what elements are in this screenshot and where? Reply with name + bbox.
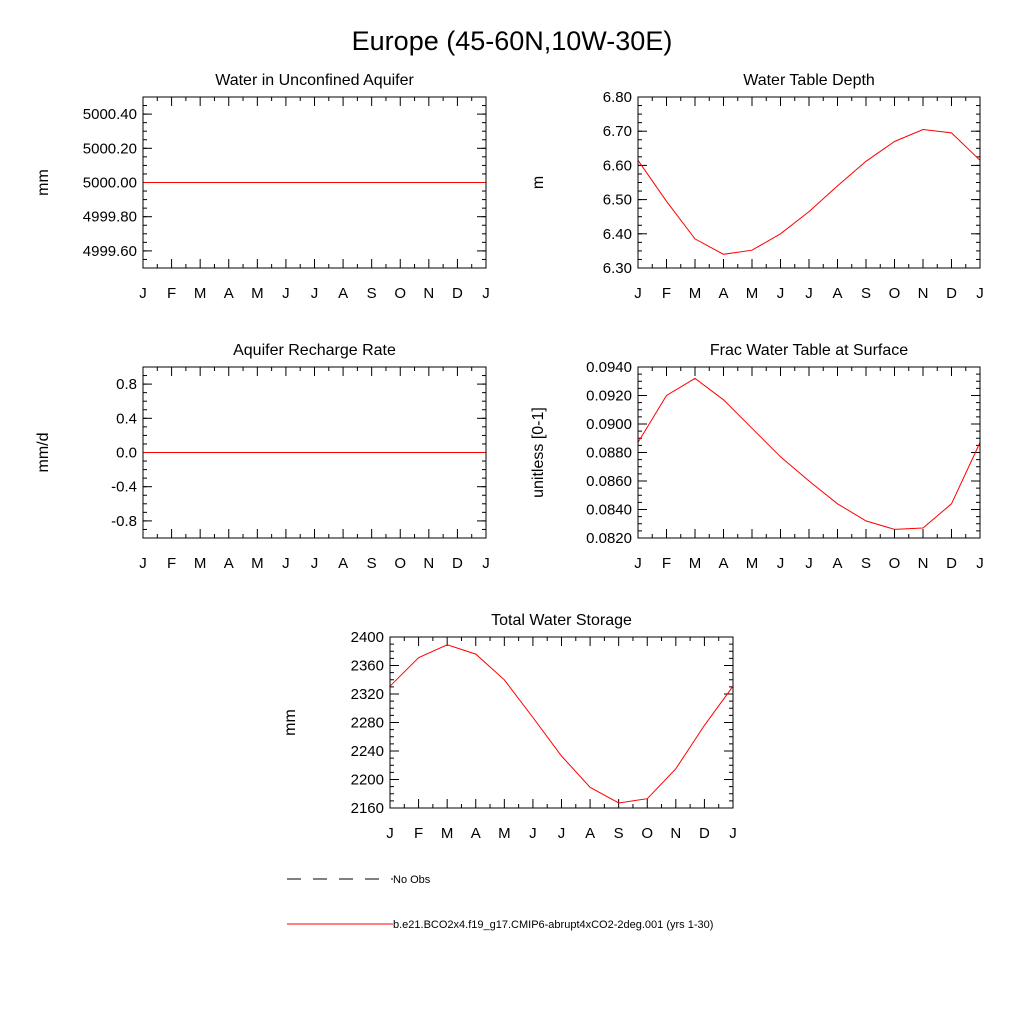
x-tick-label: A [223, 285, 234, 302]
x-tick-label: N [423, 285, 435, 302]
x-tick-label: D [451, 285, 463, 302]
panel-title: Water in Unconfined Aquifer [215, 72, 414, 89]
x-tick-label: S [613, 825, 624, 842]
y-tick-label: 6.60 [602, 157, 632, 175]
y-tick-label: 2400 [350, 629, 384, 646]
x-tick-label: J [729, 825, 737, 842]
x-tick-label: F [661, 285, 672, 302]
x-tick-label: O [394, 285, 407, 302]
y-axis-label: mm/d [35, 432, 52, 473]
panel-4 [530, 342, 984, 572]
y-axis-label: mm [282, 709, 299, 736]
x-tick-label: O [394, 555, 407, 572]
x-tick-label: A [470, 825, 481, 842]
x-tick-label: M [193, 555, 207, 572]
y-axis-label: unitless [0-1] [530, 407, 547, 498]
x-tick-label: D [946, 555, 957, 572]
y-tick-label: 0.0 [116, 444, 137, 462]
x-tick-label: F [166, 555, 177, 572]
x-tick-label: J [776, 555, 785, 572]
y-tick-label: 0.0900 [586, 416, 632, 433]
x-tick-label: S [860, 285, 872, 302]
legend [287, 874, 713, 931]
y-tick-label: 0.0880 [586, 444, 632, 462]
page-title: Europe (45-60N,10W-30E) [351, 26, 673, 56]
y-tick-label: 2320 [350, 686, 384, 703]
y-tick-label: 2240 [350, 743, 384, 760]
series-line [390, 645, 733, 803]
series-line [638, 378, 980, 529]
y-tick-label: -0.8 [111, 512, 137, 530]
x-tick-label: J [282, 555, 290, 572]
x-tick-label: M [745, 555, 759, 572]
plot-frame [638, 97, 980, 268]
x-tick-label: M [193, 285, 207, 302]
plot-frame [638, 367, 980, 538]
x-tick-label: J [557, 825, 566, 842]
x-tick-label: M [688, 555, 702, 572]
x-tick-label: D [698, 825, 710, 842]
x-tick-label: J [634, 285, 642, 302]
y-tick-label: 0.4 [116, 410, 137, 428]
x-tick-label: J [805, 285, 813, 302]
y-tick-label: 0.0840 [586, 501, 632, 519]
y-tick-label: 6.40 [602, 225, 632, 243]
x-tick-label: D [451, 555, 463, 572]
x-tick-label: D [946, 285, 957, 302]
y-tick-label: 0.0820 [586, 530, 632, 547]
x-tick-label: M [498, 825, 511, 842]
x-tick-label: M [745, 285, 759, 302]
x-tick-label: N [917, 555, 929, 572]
x-tick-label: N [423, 555, 435, 572]
x-tick-label: J [139, 555, 147, 572]
panel-1 [35, 72, 490, 302]
y-tick-label: 6.30 [602, 260, 632, 277]
plot-frame [390, 637, 733, 808]
panel-5 [282, 612, 737, 842]
x-tick-label: S [860, 555, 872, 572]
y-tick-label: 4999.80 [82, 208, 137, 226]
x-tick-label: J [139, 285, 147, 302]
x-tick-label: A [338, 555, 349, 572]
x-tick-label: A [338, 285, 349, 302]
x-tick-label: O [641, 825, 654, 842]
y-tick-label: 6.70 [602, 123, 632, 141]
panel-3 [35, 342, 490, 572]
x-tick-label: O [888, 285, 901, 302]
y-tick-label: 5000.40 [82, 106, 137, 124]
x-tick-label: J [529, 825, 537, 842]
x-tick-label: A [585, 825, 596, 842]
legend-model-label: b.e21.BCO2x4.f19_g17.CMIP6-abrupt4xCO2-2deg.001 (yrs 1-30) [393, 919, 714, 931]
x-tick-label: M [251, 555, 264, 572]
x-tick-label: J [310, 555, 319, 572]
y-tick-label: 4999.60 [82, 242, 137, 260]
y-tick-label: 5000.00 [82, 174, 137, 192]
y-tick-label: 0.0860 [586, 473, 632, 490]
y-tick-label: 2160 [350, 800, 384, 817]
y-tick-label: -0.4 [111, 478, 137, 496]
y-tick-label: 2280 [350, 714, 384, 732]
x-tick-label: J [976, 285, 984, 302]
x-tick-label: S [366, 555, 377, 572]
x-tick-label: J [282, 285, 290, 302]
x-tick-label: F [413, 825, 424, 842]
x-tick-label: J [805, 555, 813, 572]
panel-title: Frac Water Table at Surface [709, 342, 909, 359]
y-tick-label: 5000.20 [82, 140, 137, 158]
x-tick-label: F [661, 555, 672, 572]
x-tick-label: J [386, 825, 394, 842]
x-tick-label: S [366, 285, 377, 302]
x-tick-label: A [223, 555, 234, 572]
y-tick-label: 0.0920 [586, 387, 632, 405]
y-tick-label: 0.8 [116, 376, 137, 394]
legend-obs-label: No Obs [393, 874, 431, 886]
y-axis-label: mm [35, 169, 52, 196]
x-tick-label: J [976, 555, 984, 572]
y-tick-label: 2200 [350, 771, 384, 789]
x-tick-label: A [832, 285, 843, 302]
panels [35, 72, 984, 842]
x-tick-label: J [482, 285, 490, 302]
x-tick-label: M [251, 285, 264, 302]
x-tick-label: J [634, 555, 642, 572]
x-tick-label: J [482, 555, 490, 572]
x-tick-label: N [917, 285, 929, 302]
panel-title: Total Water Storage [491, 612, 632, 629]
x-tick-label: A [832, 555, 843, 572]
panel-title: Water Table Depth [743, 72, 875, 89]
panel-2 [530, 72, 984, 302]
x-tick-label: J [310, 285, 319, 302]
y-axis-label: m [530, 175, 547, 190]
x-tick-label: M [440, 825, 454, 842]
x-tick-label: N [670, 825, 682, 842]
y-tick-label: 6.80 [602, 89, 632, 106]
y-tick-label: 6.50 [602, 191, 632, 209]
x-tick-label: A [718, 285, 729, 302]
x-tick-label: A [718, 555, 729, 572]
x-tick-label: O [888, 555, 901, 572]
x-tick-label: M [688, 285, 702, 302]
y-tick-label: 2360 [350, 657, 384, 675]
series-line [638, 130, 980, 255]
panel-title: Aquifer Recharge Rate [233, 342, 396, 359]
x-tick-label: F [166, 285, 177, 302]
x-tick-label: J [776, 285, 785, 302]
y-tick-label: 0.0940 [586, 359, 632, 376]
